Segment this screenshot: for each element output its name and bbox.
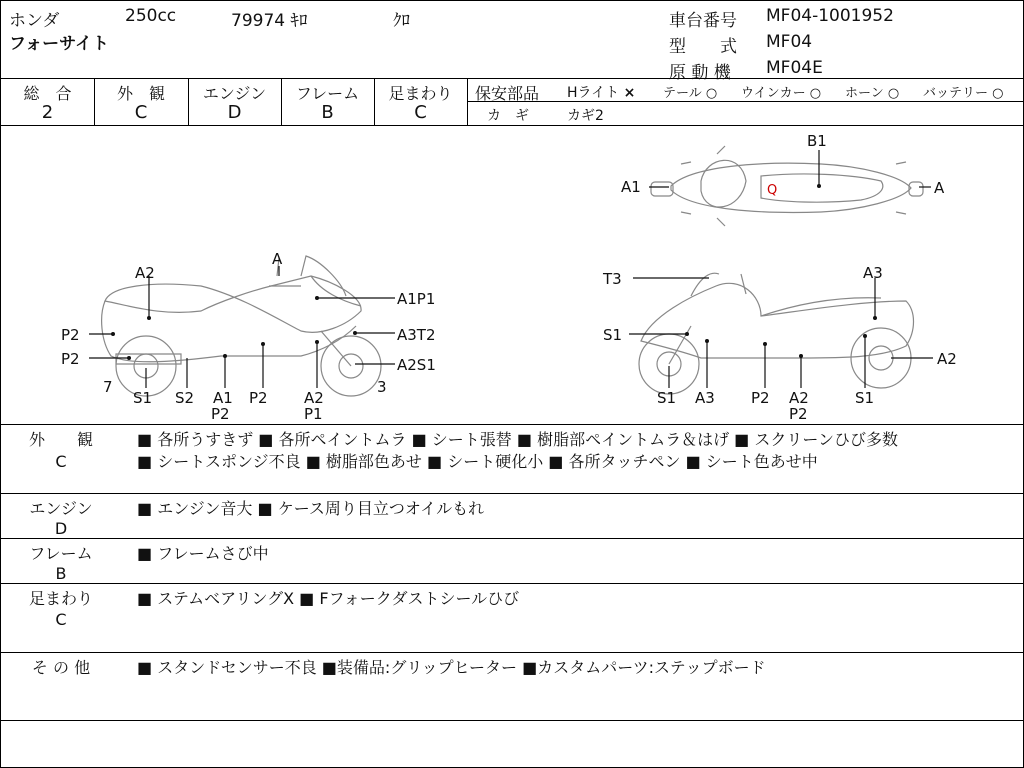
label-left-7: 7 [103, 378, 113, 396]
label-left-P2a: P2 [61, 326, 80, 344]
label-left-A2S1: A2S1 [397, 356, 436, 374]
note-grade-exterior: C [55, 452, 67, 471]
rating-value-engine: D [227, 102, 242, 123]
label-right-S1b: S1 [657, 389, 677, 407]
engine-value: MF04E [766, 58, 823, 78]
label-right-A3: A3 [863, 264, 883, 282]
model-name: フォーサイト [9, 34, 109, 54]
rating-label-frame: フレーム [295, 84, 360, 103]
divider [1, 78, 1023, 79]
label-left-P2d: P2 [249, 389, 268, 407]
note-line: ■ フレームさび中 [137, 544, 269, 563]
rating-value-total: 2 [41, 102, 54, 123]
rating-value-exterior: C [134, 102, 148, 123]
type-label: 型 式 [669, 37, 737, 57]
displacement: 250cc [125, 6, 177, 26]
rating-label-suspension: 足まわり [388, 84, 453, 103]
label-A: A [934, 179, 945, 197]
safety-item-horn: ホーン ○ [845, 86, 900, 101]
label-left-P2c: P2 [211, 405, 230, 423]
divider [1, 538, 1023, 539]
divider [1, 493, 1023, 494]
safety-item-tail: テール ○ [663, 86, 718, 101]
label-right-A2: A2 [937, 350, 957, 368]
note-category-frame: フレーム [29, 544, 93, 563]
note-line: ■ シートスポンジ不良 ■ 樹脂部色あせ ■ シート硬化小 ■ 各所タッチペン ■ シート色あせ中 [137, 452, 818, 471]
note-line: ■ エンジン音大 ■ ケース周り目立つオイルもれ [137, 499, 485, 518]
label-B1: B1 [807, 132, 827, 150]
safety-item-headlight: Hライト × [567, 85, 636, 101]
label-left-A2b: A2 [304, 389, 324, 407]
mileage: 79974 ｷﾛ [231, 11, 308, 31]
color: ｸﾛ [393, 11, 410, 31]
note-line: ■ スタンドセンサー不良 ■装備品:グリップヒーター ■カスタムパーツ:ステップボード [137, 658, 766, 677]
label-right-S1a: S1 [603, 326, 623, 344]
rating-label-engine: エンジン [202, 84, 267, 103]
note-category-other: そ の 他 [31, 658, 91, 677]
maker: ホンダ [9, 11, 60, 31]
note-line: ■ 各所うすきず ■ 各所ペイントムラ ■ シート張替 ■ 樹脂部ペイントムラ＆はげ ■ スクリーンひび多数 [137, 430, 899, 449]
safety-item-battery: バッテリー ○ [923, 86, 1004, 101]
label-right-P2a: P2 [751, 389, 770, 407]
label-left-S2: S2 [175, 389, 195, 407]
label-right-P2b: P2 [789, 405, 808, 423]
label-left-3: 3 [377, 378, 387, 396]
label-left-P2b: P2 [61, 350, 80, 368]
divider [1, 720, 1023, 721]
key-value: カギ2 [567, 108, 604, 124]
engine-label: 原 動 機 [669, 63, 731, 83]
motorcycle-diagram [1, 126, 1023, 424]
label-left-A1P1: A1P1 [397, 290, 436, 308]
rating-value-suspension: C [414, 102, 427, 123]
label-A1: A1 [621, 178, 641, 196]
label-left-A2: A2 [135, 264, 155, 282]
note-line: ■ ステムベアリングX ■ Fフォークダストシールひび [137, 589, 520, 608]
type-value: MF04 [766, 32, 813, 52]
divider [1, 583, 1023, 584]
label-right-A2b: A2 [789, 389, 809, 407]
note-category-exterior: 外 観 [28, 430, 93, 449]
frame-no: MF04-1001952 [766, 6, 894, 26]
note-category-engine: エンジン [29, 499, 93, 518]
rating-label-exterior: 外 観 [116, 84, 165, 103]
label-left-S1: S1 [133, 389, 153, 407]
safety-label: 保安部品 [475, 84, 540, 103]
frame-no-label: 車台番号 [669, 11, 737, 31]
note-grade-engine: D [54, 519, 68, 538]
label-left-P1: P1 [304, 405, 323, 423]
label-left-A3T2: A3T2 [397, 326, 436, 344]
label-Q: Q [767, 183, 778, 198]
note-grade-suspension: C [55, 610, 67, 629]
label-left-A: A [272, 250, 283, 268]
divider [467, 101, 1023, 102]
safety-item-winker: ウインカー ○ [741, 86, 822, 101]
rating-value-frame: B [321, 102, 334, 123]
label-right-T3: T3 [603, 270, 622, 288]
label-left-A1b: A1 [213, 389, 233, 407]
note-grade-frame: B [55, 564, 67, 583]
divider [1, 424, 1023, 425]
label-right-A3b: A3 [695, 389, 715, 407]
key-label: カ ギ [487, 108, 529, 124]
divider [1, 652, 1023, 653]
rating-label-total: 総 合 [23, 84, 72, 103]
label-right-S1c: S1 [855, 389, 875, 407]
note-category-suspension: 足まわり [28, 589, 93, 608]
